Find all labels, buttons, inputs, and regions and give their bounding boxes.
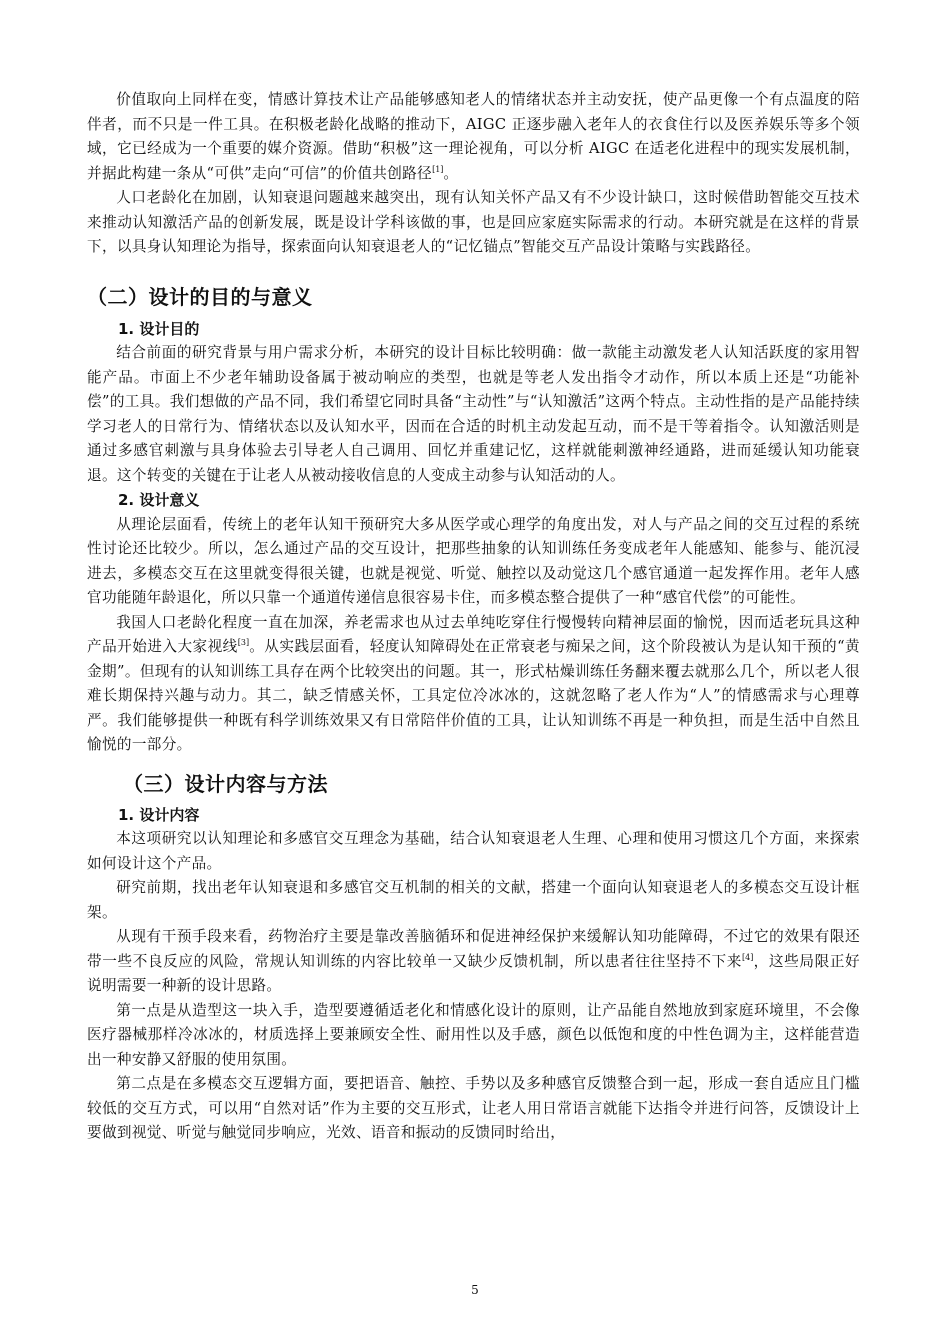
paragraph: 研究前期，找出老年认知衰退和多感官交互机制的相关的文献，搭建一个面向认知衰退老人的多模态交互设计框架。 <box>87 879 860 921</box>
paragraph <box>87 925 860 999</box>
paragraph: 结合前面的研究背景与用户需求分析，本研究的设计目标比较明确：做一款能主动激发老人认知活跃度的家用智能产品。市面上不少老年辅助设备属于被动响应的类型，也就是等老人发出指令才动作，所以本质上还是“功能补偿”的工具。我们想做的产品不同，我们希望它同时具备“主动性”与“认知激活”这两个特点。主动性指的是产品能持续学习老人的日常行为、情绪状态以及认知水平，因而在合适的时机主动发起互动，而不是干等着指令。认知激活则是通过多感官刺激与具身体验去引导老人自己调用、回忆并重建记忆，这样就能刺激神经通路，进而延缓认知功能衰退。这个转变的关键在于让老人从被动接收信息的人变成主动参与认知活动的人。 <box>87 344 860 484</box>
paragraph-text: 我国人口老龄化程度一直在加深，养老需求也从过去单纯吃穿住行慢慢转向精神层面的愉悦，因而适老玩具这种产品开始进入大家视线 <box>87 613 860 655</box>
section-heading: （三）设计内容与方法 <box>123 771 328 796</box>
paragraph: 人口老龄化在加剧，认知衰退问题越来越突出，现有认知关怀产品又有不少设计缺口，这时候借助智能交互技术来推动认知激活产品的创新发展，既是设计学科该做的事，也是回应家庭实际需求的行动。本研究就是在这样的背景下，以具身认知理论为指导，探索面向认知衰退老人的“记忆锚点”智能交互产品设计策略与实践路径。 <box>87 189 860 255</box>
paragraph <box>87 611 860 758</box>
citation-ref: [1] <box>432 164 444 174</box>
subsection-heading: 2. 设计意义 <box>118 491 200 509</box>
paragraph: 第二点是在多模态交互逻辑方面，要把语音、触控、手势以及多种感官反馈整合到一起，形成一套自适应且门槛较低的交互方式，可以用“自然对话”作为主要的交互形式，让老人用日常语言就能下达指令并进行问答，反馈设计上要做到视觉、听觉与触觉同步响应，光效、语音和振动的反馈同时给出， <box>87 1075 860 1141</box>
paragraph: 从理论层面看，传统上的老年认知干预研究大多从医学或心理学的角度出发，对人与产品之间的交互过程的系统性讨论还比较少。所以，怎么通过产品的交互设计，把那些抽象的认知训练任务变成老年人能感知、能参与、能沉浸进去，多模态交互在这里就变得很关键，也就是视觉、听觉、触控以及动觉这几个感官通道一起发挥作用。老年人感官功能随年龄退化，所以只靠一个通道传递信息很容易卡住，而多模态整合提供了一种“感官代偿”的可能性。 <box>87 515 860 606</box>
paragraph <box>87 88 860 186</box>
document-page <box>87 88 860 1146</box>
citation-ref: [3] <box>237 638 250 648</box>
paragraph-text: 。从实践层面看，轻度认知障碍处在正常衰老与痴呆之间，这个阶段被认为是认知干预的“黄金期”。但现有的认知训练工具存在两个比较突出的问题。其一，形式枯燥训练任务翻来覆去就那么几个，所以老人很难长期保持兴趣与动力。其二，缺乏情感关怀，工具定位冷冰冰的，这就忽略了老人作为“人”的情感需求与心理尊严。我们能够提供一种既有科学训练效果又有日常陪伴价值的工具，让认知训练不再是一种负担，而是生活中自然且愉悦的一部分。 <box>87 638 860 753</box>
page-number: 5 <box>471 1283 479 1297</box>
subsection-heading: 1. 设计目的 <box>118 319 200 338</box>
paragraph-text: 。 <box>443 164 459 182</box>
paragraph-text: 从现有干预手段来看，药物治疗主要是靠改善脑循环和促进神经保护来缓解认知功能障碍，不过它的效果有限还带一些不良反应的风险，常规认知训练的内容比较单一又缺少反馈机制，所以患者往往坚持不下来 <box>87 928 860 970</box>
subsection-heading: 1. 设计内容 <box>118 805 200 824</box>
paragraph-text: ，这些局限正好说明需要一种新的设计思路。 <box>87 952 860 994</box>
paragraph: 本这项研究以认知理论和多感官交互理念为基础，结合认知衰退老人生理、心理和使用习惯这几个方面，来探索如何设计这个产品。 <box>87 830 860 872</box>
paragraph-text: 价值取向上同样在变，情感计算技术让产品能够感知老人的情绪状态并主动安抚，使产品更像一个有点温度的陪伴者，而不只是一件工具。在积极老龄化战略的推动下，AIGC 正逐步融入老年人的衣食住行以及医养娱乐等多个领域，它已经成为一个重要的媒介资源。借助“积极”这一理论视角，可以分析 AIGC 在适老化进程中的现实发展机制，并据此构建一条从“可供”走向“可信”的价值共创路径 <box>87 91 860 182</box>
section-heading: （二）设计的目的与意义 <box>87 284 313 309</box>
paragraph: 第一点是从造型这一块入手，造型要遵循适老化和情感化设计的原则，让产品能自然地放到家庭环境里，不会像医疗器械那样冷冰冰的，材质选择上要兼顾安全性、耐用性以及手感，颜色以低饱和度的中性色调为主，这样能营造出一种安静又舒服的使用氛围。 <box>87 1001 860 1068</box>
citation-ref: [4] <box>742 952 754 962</box>
